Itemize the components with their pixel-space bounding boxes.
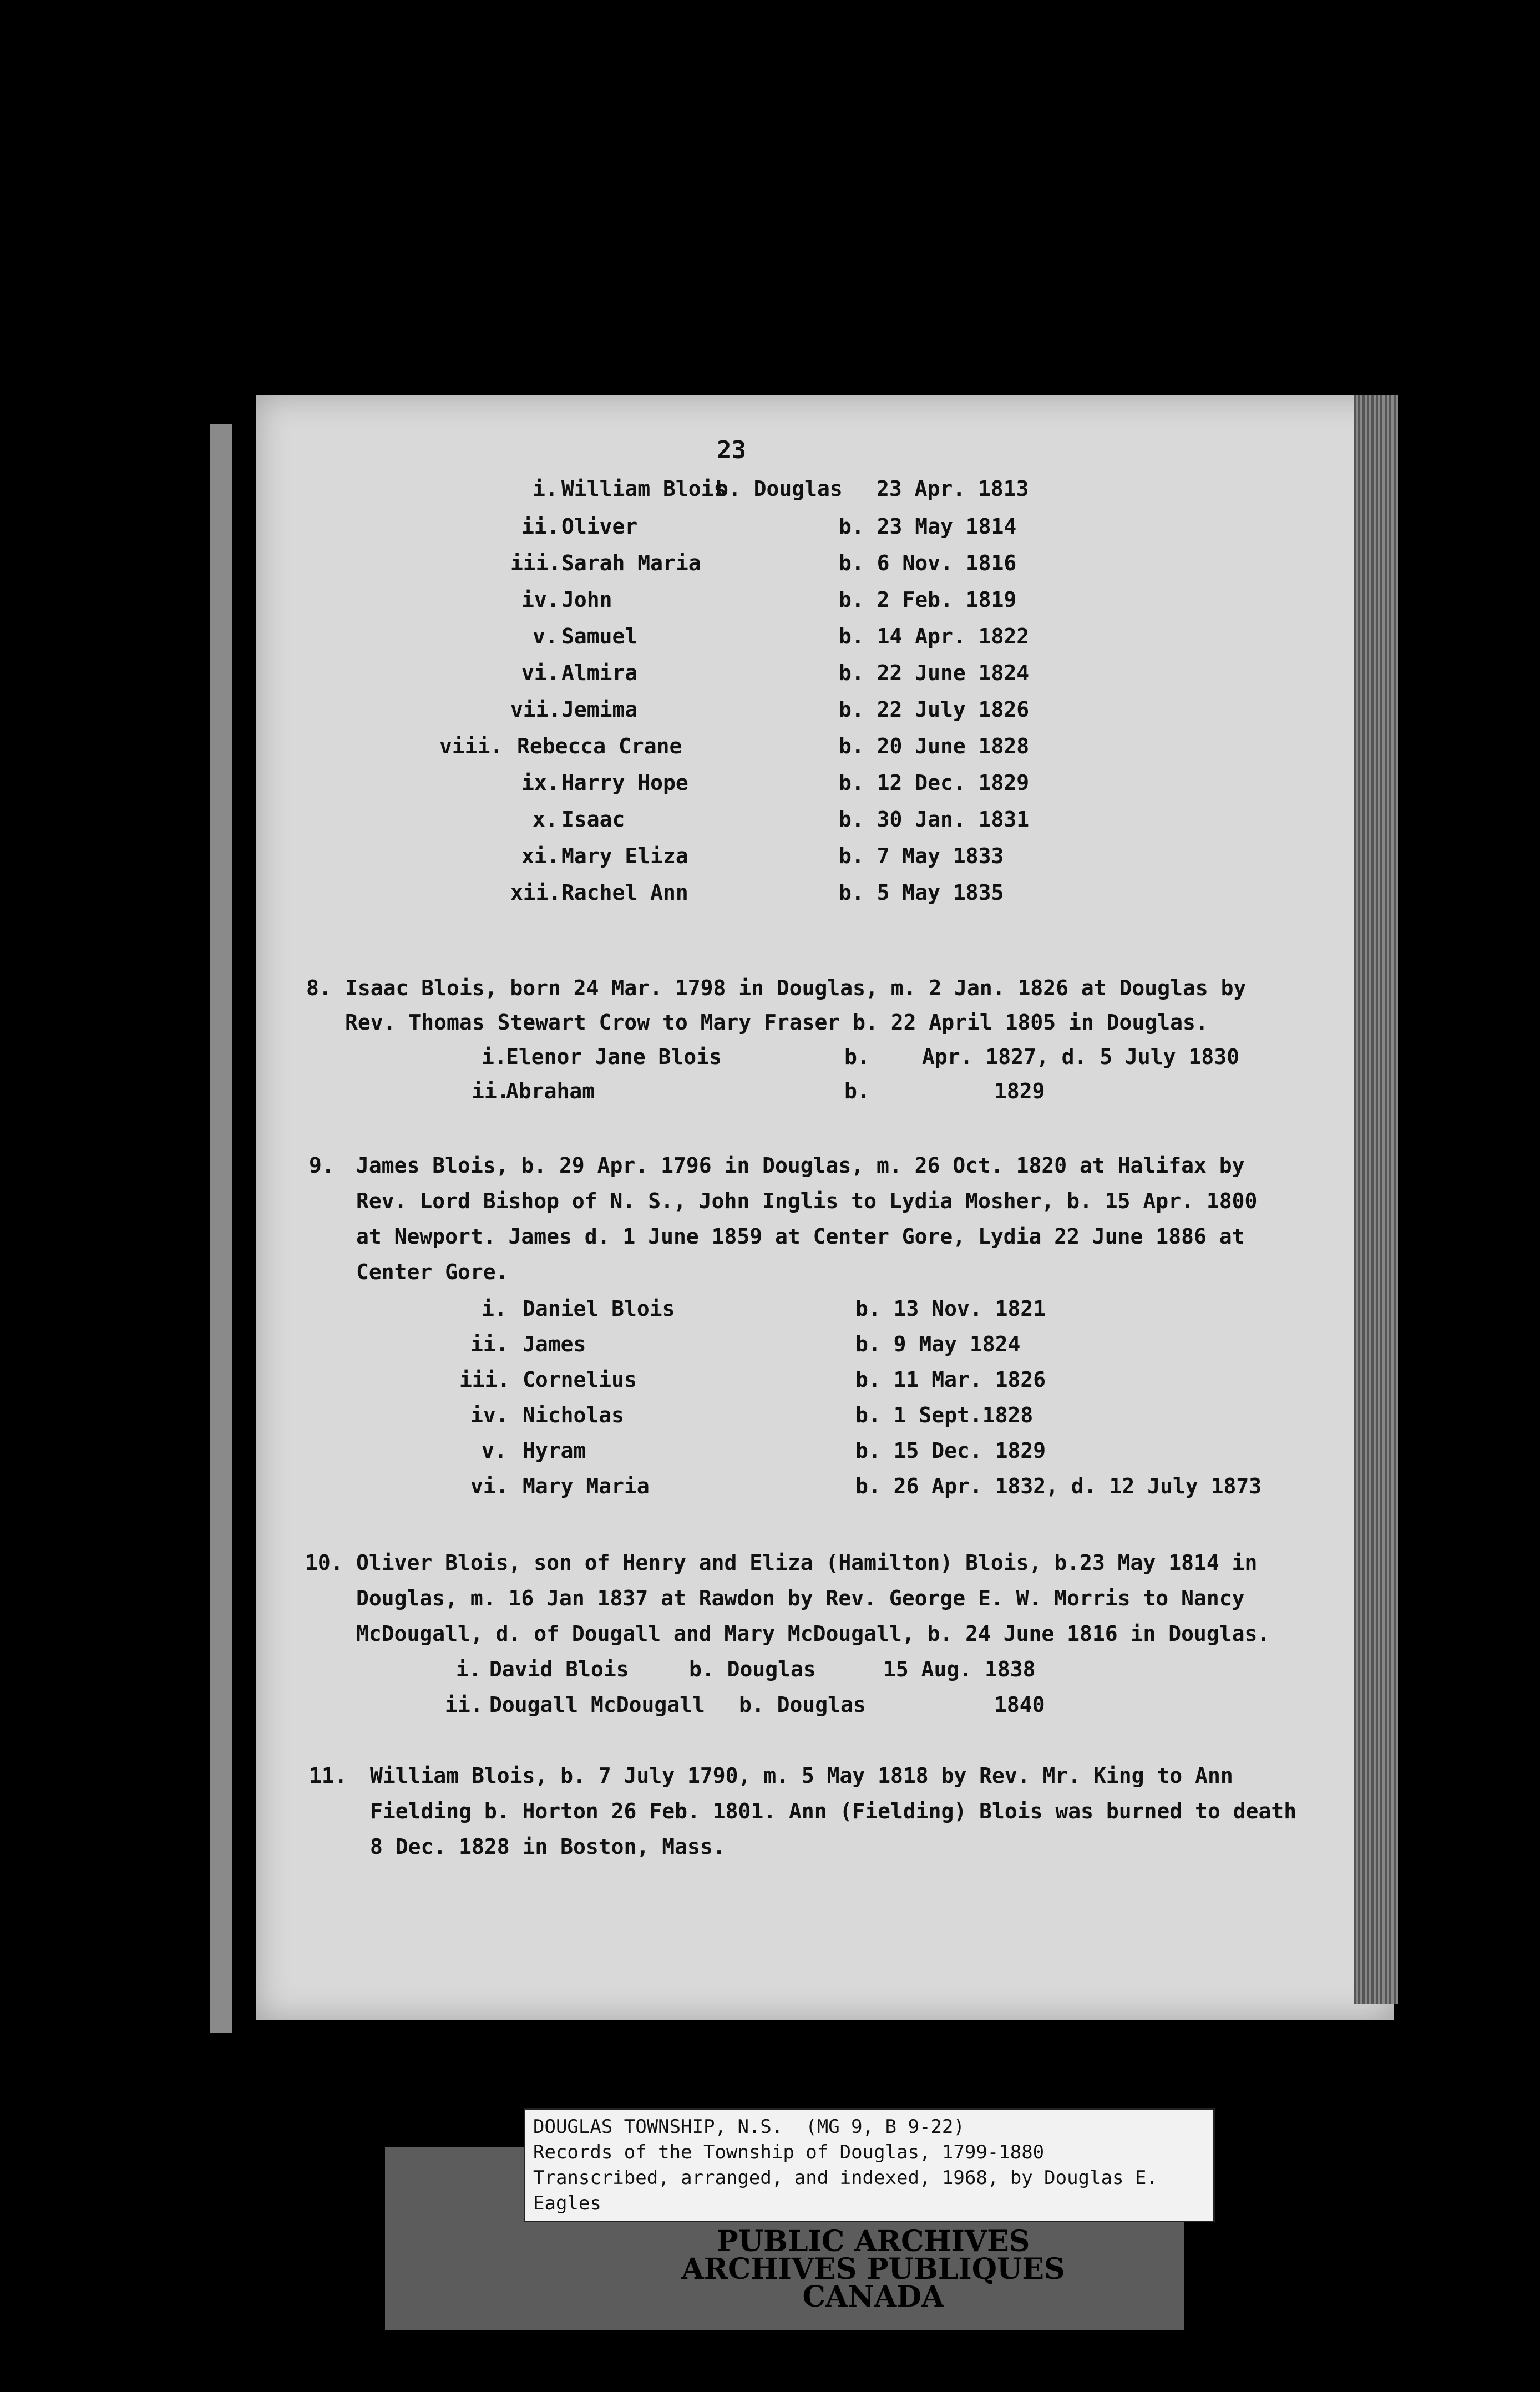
child-num: iv. — [521, 587, 560, 612]
child-date: b. 1 Sept.1828 — [855, 1403, 1034, 1427]
child-name: Elenor Jane Blois — [506, 1045, 722, 1069]
child-num: v. — [482, 1438, 507, 1463]
child-name: Oliver — [561, 514, 638, 539]
child-date: b. 9 May 1824 — [855, 1332, 1021, 1356]
document-page — [256, 395, 1394, 2020]
child-name: John — [561, 587, 612, 612]
child-num: vi. — [521, 661, 560, 685]
child-name: Mary Maria — [523, 1474, 650, 1498]
child-num: iii. — [459, 1367, 510, 1392]
entry-number: 11. — [309, 1763, 347, 1788]
entry-line: Center Gore. — [356, 1260, 509, 1284]
page-number: 23 — [717, 436, 746, 464]
entry-line: Rev. Thomas Stewart Crow to Mary Fraser b. 22 April 1805 in Douglas. — [345, 1010, 1208, 1035]
child-date: Apr. 1827, d. 5 July 1830 — [922, 1045, 1239, 1069]
child-date: b. 12 Dec. 1829 — [839, 771, 1030, 795]
child-name: Abraham — [506, 1079, 595, 1103]
child-num: x. — [533, 807, 558, 832]
child-date: b. 20 June 1828 — [839, 734, 1030, 758]
entry-line: Isaac Blois, born 24 Mar. 1798 in Douglas, m. 2 Jan. 1826 at Douglas by — [345, 976, 1247, 1000]
page-edge — [1354, 395, 1398, 2004]
child-name: James — [523, 1332, 586, 1356]
child-num: ii. — [470, 1332, 509, 1356]
label-line: Eagles — [533, 2192, 601, 2214]
child-num: vii. — [510, 697, 561, 722]
child-date: b. 23 May 1814 — [839, 514, 1017, 539]
child-num: i. — [533, 477, 558, 501]
child-date: b. 22 July 1826 — [839, 697, 1030, 722]
child-name: Isaac — [561, 807, 625, 832]
stamp-line: PUBLIC ARCHIVES — [716, 2224, 1030, 2258]
child-date: b. 26 Apr. 1832, d. 12 July 1873 — [855, 1474, 1262, 1498]
child-name: Cornelius — [523, 1367, 637, 1392]
entry-line: William Blois, b. 7 July 1790, m. 5 May 1818 by Rev. Mr. King to Ann — [370, 1763, 1233, 1788]
stamp-line: CANADA — [802, 2280, 944, 2314]
child-num: i. — [456, 1657, 482, 1681]
archive-label — [524, 2108, 1215, 2222]
child-name: Sarah Maria — [561, 551, 701, 575]
film-frame-strip — [210, 424, 232, 2033]
child-name: Dougall McDougall — [489, 1692, 705, 1717]
child-date: b. 22 June 1824 — [839, 661, 1030, 685]
entry-line: 8 Dec. 1828 in Boston, Mass. — [370, 1834, 726, 1859]
child-date: b. 2 Feb. 1819 — [839, 587, 1017, 612]
child-name: William Blois — [561, 477, 727, 501]
child-name: Almira — [561, 661, 638, 685]
child-date: b. 7 May 1833 — [839, 844, 1004, 868]
child-date: b. 15 Dec. 1829 — [855, 1438, 1046, 1463]
child-num: viii. — [439, 734, 503, 758]
child-name: Daniel Blois — [523, 1296, 675, 1321]
child-num: iii. — [510, 551, 561, 575]
label-line: DOUGLAS TOWNSHIP, N.S. (MG 9, B 9-22) — [533, 2116, 965, 2138]
document-text — [256, 395, 1394, 2020]
entry-line: McDougall, d. of Dougall and Mary McDougall, b. 24 June 1816 in Douglas. — [356, 1621, 1270, 1646]
child-date: 1829 — [994, 1079, 1045, 1103]
child-num: i. — [482, 1296, 507, 1321]
entry-number: 10. — [305, 1550, 343, 1575]
child-name: David Blois — [489, 1657, 629, 1681]
child-num: i. — [482, 1045, 507, 1069]
child-num: ii. — [521, 514, 560, 539]
child-num: ii. — [472, 1079, 510, 1103]
child-date: b. 30 Jan. 1831 — [839, 807, 1030, 832]
child-born: b. — [844, 1045, 870, 1069]
public-archives-stamp — [662, 2224, 1084, 2314]
child-date: b. 13 Nov. 1821 — [855, 1296, 1046, 1321]
label-line: Records of the Township of Douglas, 1799-1880 — [533, 2141, 1045, 2163]
child-date: 15 Aug. 1838 — [883, 1657, 1036, 1681]
entry-line: Douglas, m. 16 Jan 1837 at Rawdon by Rev. George E. W. Morris to Nancy — [356, 1586, 1245, 1610]
entry-line: Fielding b. Horton 26 Feb. 1801. Ann (Fielding) Blois was burned to death — [370, 1799, 1297, 1823]
entry-line: at Newport. James d. 1 June 1859 at Center Gore, Lydia 22 June 1886 at — [356, 1224, 1245, 1249]
child-name: Mary Eliza — [561, 844, 688, 868]
child-num: vi. — [470, 1474, 509, 1498]
child-born: b. — [844, 1079, 870, 1103]
child-num: v. — [533, 624, 558, 648]
entry-number: 8. — [306, 976, 332, 1000]
child-num: xi. — [521, 844, 560, 868]
child-num: xii. — [510, 880, 561, 905]
child-date: b. 6 Nov. 1816 — [839, 551, 1017, 575]
entry-line: Rev. Lord Bishop of N. S., John Inglis to Lydia Mosher, b. 15 Apr. 1800 — [356, 1189, 1258, 1213]
child-name: Rachel Ann — [561, 880, 688, 905]
child-name: Rebecca Crane — [517, 734, 682, 758]
child-name: Hyram — [523, 1438, 586, 1463]
child-name: Samuel — [561, 624, 638, 648]
child-place: b. Douglas — [716, 477, 843, 501]
child-name: Nicholas — [523, 1403, 625, 1427]
child-date: b. 14 Apr. 1822 — [839, 624, 1030, 648]
entry-line: James Blois, b. 29 Apr. 1796 in Douglas, m. 26 Oct. 1820 at Halifax by — [356, 1153, 1245, 1178]
child-place: b. Douglas — [739, 1692, 866, 1717]
child-date: b. 11 Mar. 1826 — [855, 1367, 1046, 1392]
child-num: ix. — [521, 771, 560, 795]
child-date: b. 5 May 1835 — [839, 880, 1004, 905]
child-place: b. Douglas — [689, 1657, 816, 1681]
child-name: Harry Hope — [561, 771, 688, 795]
child-name: Jemima — [561, 697, 638, 722]
entry-number: 9. — [309, 1153, 335, 1178]
entry-line: Oliver Blois, son of Henry and Eliza (Hamilton) Blois, b.23 May 1814 in — [356, 1550, 1258, 1575]
child-date: 23 Apr. 1813 — [877, 477, 1029, 501]
stamp-line: ARCHIVES PUBLIQUES — [681, 2252, 1065, 2286]
child-date: 1840 — [994, 1692, 1045, 1717]
label-line: Transcribed, arranged, and indexed, 1968, by Douglas E. — [533, 2167, 1158, 2189]
child-num: ii. — [445, 1692, 483, 1717]
child-num: iv. — [470, 1403, 509, 1427]
